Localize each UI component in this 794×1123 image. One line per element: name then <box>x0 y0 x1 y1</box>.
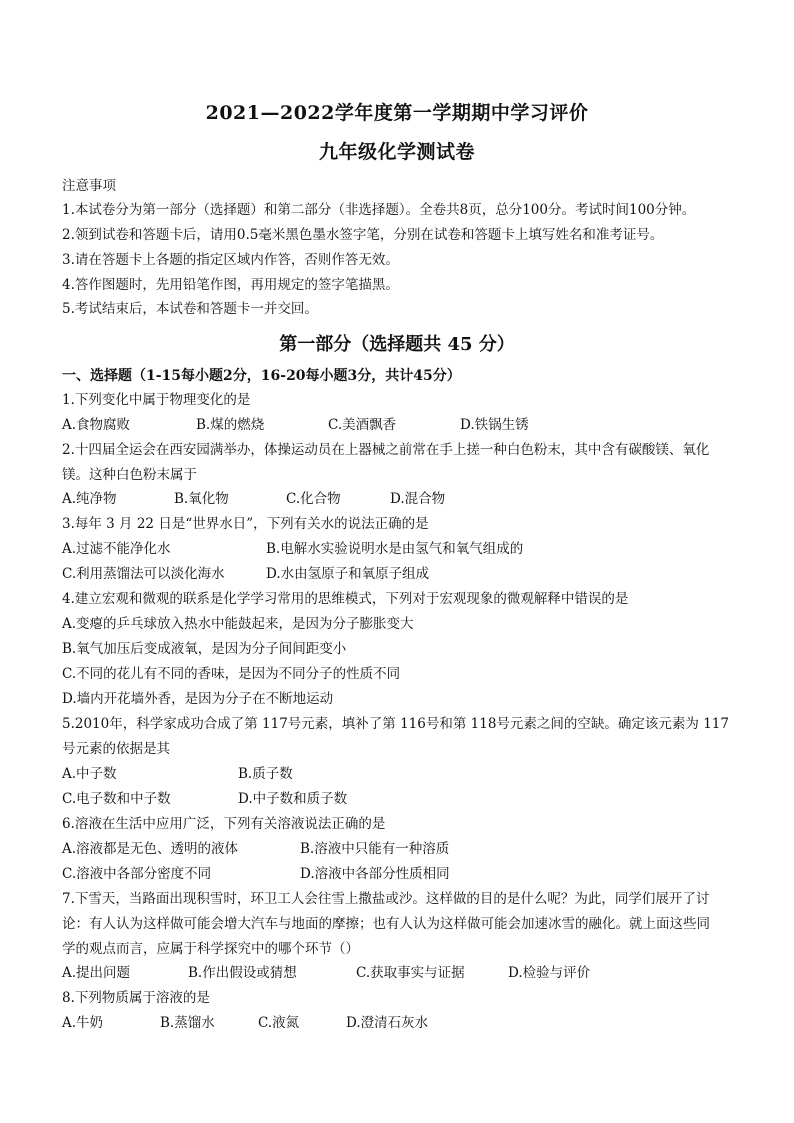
question-stem: 4.建立宏观和微观的联系是化学学习常用的思维模式，下列对于宏观现象的微观解释中错误的是 <box>62 591 629 607</box>
notice-item: 2.领到试卷和答题卡后，请用0.5毫米黑色墨水签字笔，分别在试卷和答题卡上填写姓名和准考证号。 <box>62 227 664 243</box>
option-b: B.溶液中只能有一种溶质 <box>300 841 450 857</box>
question-stem: 3.每年 3 月 22 日是“世界水日”，下列有关水的说法正确的是 <box>62 516 429 532</box>
option-a: A.中子数 <box>62 766 117 782</box>
option-d: D.检验与评价 <box>508 965 591 981</box>
option-d: D.中子数和质子数 <box>238 791 348 807</box>
question-stem: 镁。这种白色粉末属于 <box>62 467 197 483</box>
notice-item: 4.答作图题时，先用铅笔作图，再用规定的签字笔描黑。 <box>62 277 399 293</box>
option-c: C.溶液中各部分密度不同 <box>62 866 212 882</box>
option-a: A.提出问题 <box>62 965 131 981</box>
question-stem: 学的观点而言，应属于科学探究中的哪个环节（） <box>62 941 359 957</box>
option-b: B.质子数 <box>238 766 293 782</box>
option-d: D.混合物 <box>390 491 446 507</box>
exam-subtitle: 九年级化学测试卷 <box>318 141 475 163</box>
option-b: B.煤的燃烧 <box>196 417 265 433</box>
option-c: C.美酒飘香 <box>328 417 397 433</box>
question-stem: 5.2010年，科学家成功合成了第 117号元素，填补了第 116号和第 118号元素之间的空缺。确定该元素为 117 <box>62 716 729 732</box>
notice-heading: 注意事项 <box>62 178 116 194</box>
option-b: B.氧气加压后变成液氧，是因为分子间间距变小 <box>62 641 347 657</box>
option-a: A.溶液都是无色、透明的液体 <box>62 841 239 857</box>
option-d: D.澄清石灰水 <box>346 1015 429 1031</box>
option-a: A.牛奶 <box>62 1015 104 1031</box>
option-a: A.过滤不能净化水 <box>62 541 171 557</box>
option-c: C.液氮 <box>258 1015 300 1031</box>
option-d: D.铁锅生锈 <box>460 417 529 433</box>
question-stem: 6.溶液在生活中应用广泛，下列有关溶液说法正确的是 <box>62 816 386 832</box>
option-b: B.作出假设或猜想 <box>188 965 297 981</box>
option-d: D.溶液中各部分性质相同 <box>300 866 450 882</box>
question-stem: 号元素的依据是其 <box>62 741 170 757</box>
option-c: C.化合物 <box>286 491 341 507</box>
option-a: A.变瘪的乒乓球放入热水中能鼓起来，是因为分子膨胀变大 <box>62 616 414 632</box>
option-d: D.水由氢原子和氧原子组成 <box>266 566 430 582</box>
section-heading: 一、选择题（1-15每小题2分，16-20每小题3分，共计45分） <box>62 368 461 384</box>
question-stem: 8.下列物质属于溶液的是 <box>62 990 210 1006</box>
option-c: C.电子数和中子数 <box>62 791 171 807</box>
question-stem: 7.下雪天，当路面出现积雪时，环卫工人会往雪上撒盐或沙。这样做的目的是什么呢？为此，同学们展开了讨 <box>62 891 710 907</box>
exam-title: 2021—2022学年度第一学期期中学习评价 <box>205 102 589 124</box>
question-stem: 2.十四届全运会在西安园满举办，体操运动员在上器械之前常在手上搓一种白色粉末，其中含有碳酸镁、氧化 <box>62 442 710 458</box>
notice-item: 5.考试结束后，本试卷和答题卡一并交回。 <box>62 301 318 317</box>
option-c: C.获取事实与证据 <box>356 965 465 981</box>
question-stem: 论：有人认为这样做可能会增大汽车与地面的摩擦；也有人认为这样做可能会加速冰雪的融化。就上面这些同 <box>62 916 710 932</box>
question-stem: 1.下列变化中属于物理变化的是 <box>62 392 251 408</box>
part-title: 第一部分（选择题共 45 分） <box>279 334 515 355</box>
option-c: C.利用蒸馏法可以淡化海水 <box>62 566 225 582</box>
option-a: A.食物腐败 <box>62 417 131 433</box>
option-b: B.蒸馏水 <box>160 1015 215 1031</box>
option-b: B.电解水实验说明水是由氢气和氧气组成的 <box>266 541 524 557</box>
option-c: C.不同的花儿有不同的香味，是因为不同分子的性质不同 <box>62 666 401 682</box>
option-b: B.氧化物 <box>174 491 229 507</box>
notice-item: 1.本试卷分为第一部分（选择题）和第二部分（非选择题）。全卷共8页，总分100分。考试时间100分钟。 <box>62 202 696 218</box>
option-d: D.墙内开花墙外香，是因为分子在不断地运动 <box>62 691 334 707</box>
option-a: A.纯净物 <box>62 491 117 507</box>
notice-item: 3.请在答题卡上各题的指定区域内作答，否则作答无效。 <box>62 252 399 268</box>
